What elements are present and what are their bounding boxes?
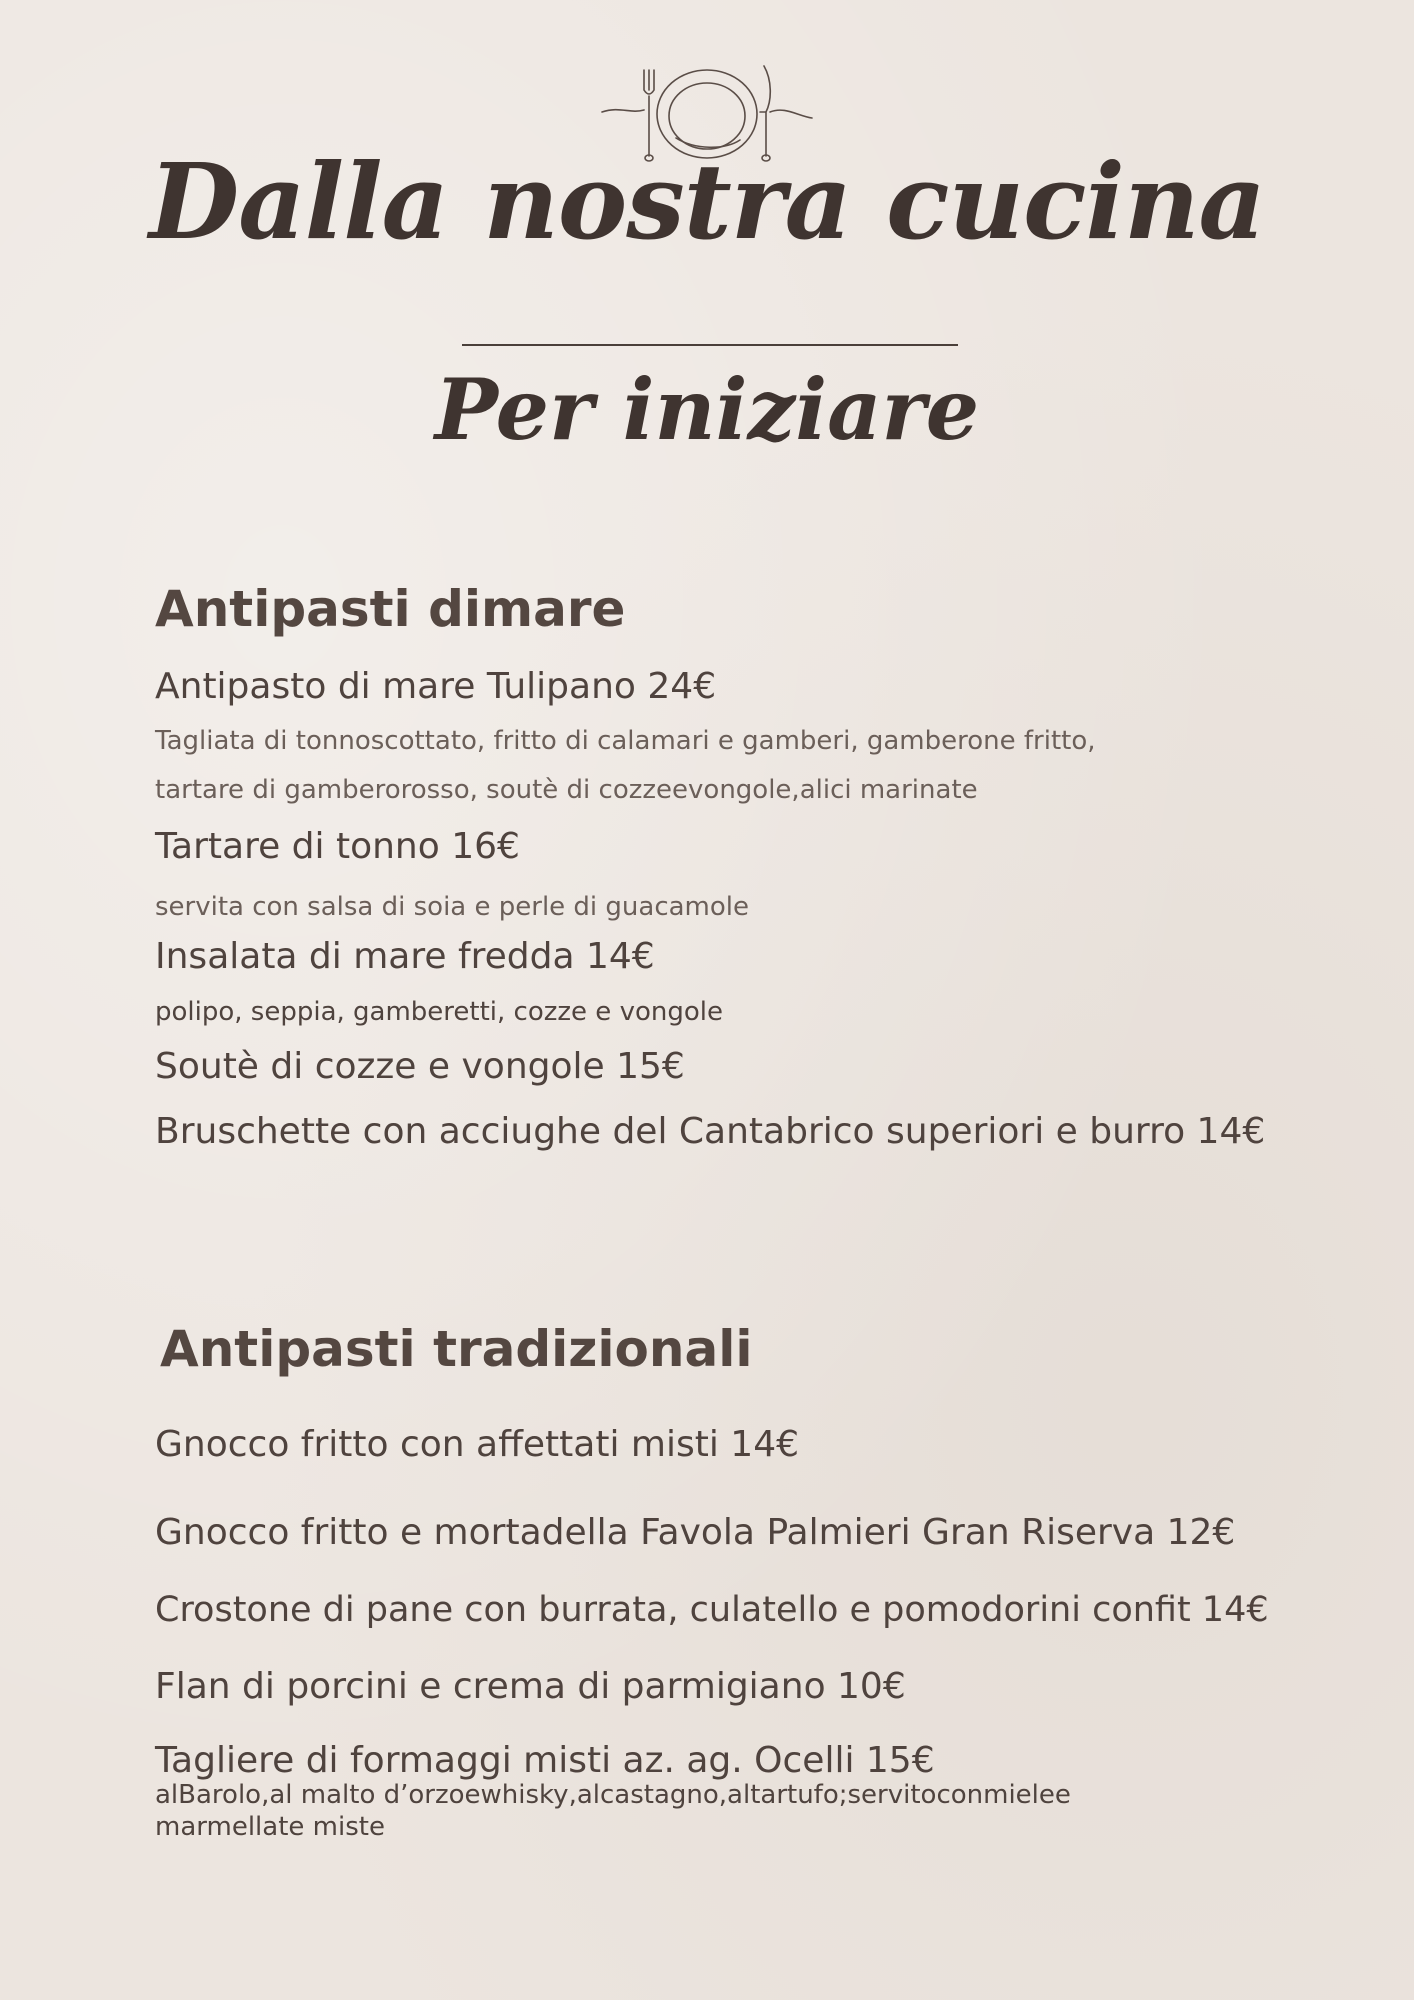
dish-name: Flan di porcini e crema di parmigiano 10€ <box>155 1666 906 1707</box>
dish-description: Tagliata di tonnoscottato, fritto di calamari e gamberi, gamberone fritto, <box>155 726 1096 756</box>
dish-name: Soutè di cozze e vongole 15€ <box>155 1046 685 1087</box>
title-divider <box>462 344 958 346</box>
dish-name: Bruschette con acciughe del Cantabrico superiori e burro 14€ <box>155 1111 1266 1152</box>
menu-subtitle: Per iniziare <box>434 360 980 459</box>
dish-description: marmellate miste <box>155 1812 385 1842</box>
dish-description: polipo, seppia, gamberetti, cozze e vongole <box>155 997 723 1027</box>
dish-name: Tagliere di formaggi misti az. ag. Ocelli 15€ <box>155 1740 935 1781</box>
dish-name: Gnocco fritto con affettati misti 14€ <box>155 1424 800 1465</box>
dish-description: servita con salsa di soia e perle di guacamole <box>155 892 750 922</box>
dish-name: Crostone di pane con burrata, culatello e pomodorini confit 14€ <box>155 1590 1269 1630</box>
section-title-antipasti-tradizionali: Antipasti tradizionali <box>160 1320 753 1378</box>
dish-name: Antipasto di mare Tulipano 24€ <box>155 666 717 707</box>
menu-title: Dalla nostra cucina <box>149 140 1265 263</box>
dish-name: Tartare di tonno 16€ <box>155 826 520 867</box>
section-title-antipasti-mare: Antipasti dimare <box>155 580 626 638</box>
dish-name: Gnocco fritto e mortadella Favola Palmieri Gran Riserva 12€ <box>155 1512 1236 1553</box>
dish-description: alBarolo,al malto d’orzoewhisky,alcastagno,altartufo;servitoconmielee <box>155 1780 1071 1810</box>
dish-description: tartare di gamberorosso, soutè di cozzeevongole,alici marinate <box>155 775 978 805</box>
dish-name: Insalata di mare fredda 14€ <box>155 936 655 977</box>
